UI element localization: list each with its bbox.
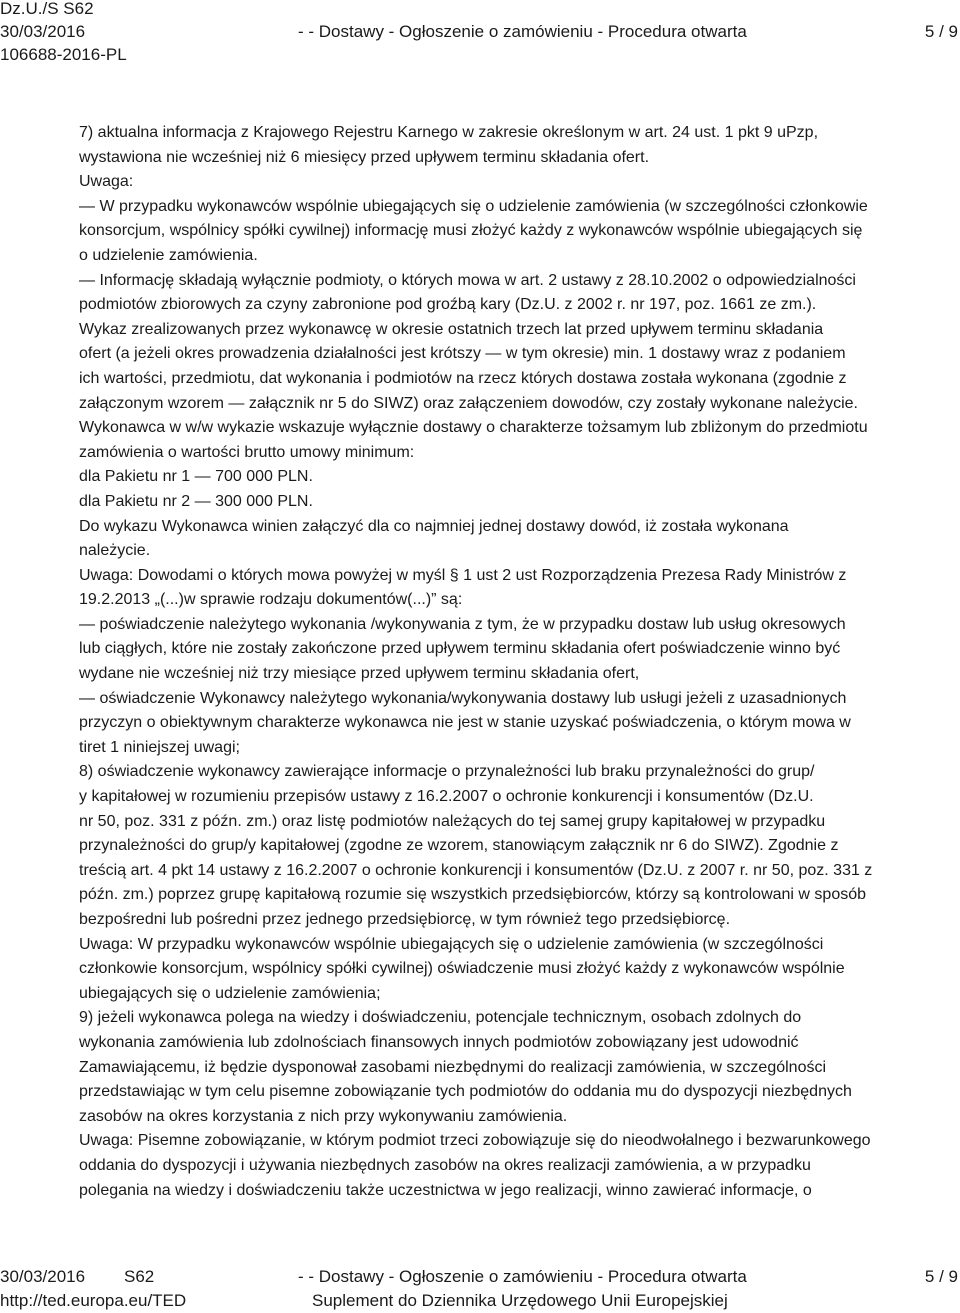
text-line: zasobów na okres korzystania z nich przy wykonywaniu zamówienia. (79, 1107, 568, 1125)
text-line: Do wykazu Wykonawca winien załączyć dla co najmniej jednej dostawy dowód, iż została wykonana (79, 517, 789, 535)
text-line: Uwaga: W przypadku wykonawców wspólnie ubiegających się o udzielenie zamówienia (w szczególności (79, 935, 824, 953)
text-line: przyczyn o obiektywnym charakterze wykonawca nie jest w stanie uzyskać poświadczenia, o którym mowa w (79, 714, 851, 732)
text-line: ubiegających się o udzielenie zamówienia; (79, 984, 381, 1002)
text-line: należycie. (79, 542, 151, 560)
text-line: tiret 1 niniejszej uwagi; (79, 738, 240, 756)
text-line: nr 50, poz. 331 z późn. zm.) oraz listę podmiotów należących do tej samej grupy kapitałowej w przypadku (79, 812, 826, 830)
text-line: wydane nie wcześniej niż trzy miesiące przed upływem terminu składania ofert, (79, 665, 640, 683)
text-line: Zamawiającemu, iż będzie dysponował zasobami niezbędnymi do realizacji zamówienia, w szczególności (79, 1058, 827, 1076)
text-line: treścią art. 4 pkt 14 ustawy z 16.2.2007 o ochronie konkurencji i konsumentów (Dz.U. z 2007 r. nr 50, poz. 331 z (79, 861, 873, 879)
footer-url[interactable]: http://ted.europa.eu/TED (0, 1291, 187, 1310)
text-line: dla Pakietu nr 2 — 300 000 PLN. (79, 492, 313, 510)
document-body (79, 121, 959, 1203)
text-line: wykonania zamówienia lub zdolnościach finansowych innych podmiotów zobowiązany jest udowodnić (79, 1033, 799, 1051)
header-doc-id: 106688-2016-PL (0, 45, 127, 64)
text-line: późn. zm.) poprzez grupę kapitałową rozumie się wszystkich przedsiębiorców, którzy są kontrolowani w sposób (79, 886, 867, 904)
text-line: y kapitałowej w rozumieniu przepisów ustawy z 16.2.2007 o ochronie konkurencji i konsumentów (Dz.U. (79, 788, 814, 806)
footer-publication: Suplement do Dziennika Urzędowego Unii Europejskiej (312, 1291, 728, 1310)
text-line: ofert (a jeżeli okres prowadzenia działalności jest krótszy — w tym okresie) min. 1 dostawy wraz z podaniem (79, 345, 846, 363)
text-line: — poświadczenie należytego wykonania /wykonywania z tym, że w przypadku dostaw lub usług okresowych (79, 615, 846, 633)
text-line: — oświadczenie Wykonawcy należytego wykonania/wykonywania dostawy lub usługi jeżeli z uzasadnionych (79, 689, 847, 707)
text-line: 7) aktualna informacja z Krajowego Rejestru Karnego w zakresie określonym w art. 24 ust. 1 pkt 9 uPzp, (79, 124, 819, 141)
footer-page-number: 5 / 9 (924, 1267, 958, 1286)
text-line: 19.2.2013 „(...)w sprawie rodzaju dokumentów(...)” są: (79, 591, 463, 609)
header-title: - - Dostawy - Ogłoszenie o zamówieniu - Procedura otwarta (298, 22, 747, 41)
text-line: Uwaga: (79, 173, 134, 191)
text-line: Wykonawca w w/w wykazie wskazuje wyłącznie dostawy o charakterze tożsamym lub zbliżonym do przedmiotu (79, 419, 868, 437)
text-line: wystawiona nie wcześniej niż 6 miesięcy przed upływem terminu składania ofert. (79, 148, 650, 166)
text-line: ich wartości, przedmiotu, dat wykonania i podmiotów na rzecz których dostawa została wykonana (zgodnie z (79, 369, 847, 387)
footer-title: - - Dostawy - Ogłoszenie o zamówieniu - Procedura otwarta (298, 1267, 747, 1286)
text-line: dla Pakietu nr 1 — 700 000 PLN. (79, 468, 313, 486)
text-line: lub ciągłych, które nie zostały zakończone przed upływem terminu składania ofert poświadczenie winno być (79, 640, 841, 658)
text-line: załączonym wzorem — załącznik nr 5 do SIWZ) oraz załączeniem dowodów, czy zostały wykonane należycie. (79, 394, 858, 412)
text-line: przynależności do grup/y kapitałowej (zgodne ze wzorem, stanowiącym załącznik nr 6 do SIWZ). Zgodnie z (79, 837, 839, 855)
text-line: 8) oświadczenie wykonawcy zawierające informacje o przynależności lub braku przynależności do grup/ (79, 763, 815, 781)
header-code: Dz.U./S S62 (0, 0, 94, 18)
header-page-number: 5 / 9 (924, 22, 958, 41)
text-line: — W przypadku wykonawców wspólnie ubiegających się o udzielenie zamówienia (w szczególności członkowie (79, 197, 868, 215)
text-line: — Informację składają wyłącznie podmioty, o których mowa w art. 2 ustawy z 28.10.2002 o odpowiedzialności (79, 271, 856, 289)
header-date: 30/03/2016 (0, 22, 86, 41)
footer-date: 30/03/2016 (0, 1267, 86, 1286)
text-line: podmiotów zbiorowych za czyny zabronione pod groźbą kary (Dz.U. z 2002 r. nr 197, poz. 1661 ze zm.). (79, 296, 817, 314)
text-line: polegania na wiedzy i doświadczeniu także uczestnictwa w jego realizacji, winno zawierać informacje, o (79, 1181, 812, 1199)
page-header (0, 0, 960, 70)
footer-series: S62 (124, 1267, 155, 1286)
text-line: członkowie konsorcjum, wspólnicy spółki cywilnej) oświadczenie musi złożyć każdy z wykonawców wspólnie (79, 960, 845, 978)
text-line: Wykaz zrealizowanych przez wykonawcę w okresie ostatnich trzech lat przed upływem terminu składania (79, 320, 824, 338)
text-line: o udzielenie zamówienia. (79, 246, 258, 264)
text-line: Uwaga: Pisemne zobowiązanie, w którym podmiot trzeci zobowiązuje się do nieodwołalnego i bezwarunkowego (79, 1132, 871, 1150)
page-footer (0, 1262, 960, 1311)
text-line: zamówienia o wartości brutto umowy minimum: (79, 443, 415, 461)
text-line: Uwaga: Dowodami o których mowa powyżej w myśl § 1 ust 2 ust Rozporządzenia Prezesa Rady Ministrów z (79, 566, 847, 584)
text-line: przedstawiając w tym celu pisemne zobowiązanie tych podmiotów do oddania mu do dyspozycji niezbędnych (79, 1083, 852, 1101)
text-line: oddania do dyspozycji i używania niezbędnych zasobów na okres realizacji zamówienia, a w przypadku (79, 1156, 811, 1174)
text-line: 9) jeżeli wykonawca polega na wiedzy i doświadczeniu, potencjale technicznym, osobach zdolnych do (79, 1009, 802, 1027)
text-line: bezpośredni lub pośredni przez jednego przedsiębiorcę, w tym również tego przedsiębiorcę. (79, 911, 731, 928)
text-line: konsorcjum, wspólnicy spółki cywilnej) informację musi złożyć każdy z wykonawców wspólnie ubiegających się (79, 222, 863, 240)
